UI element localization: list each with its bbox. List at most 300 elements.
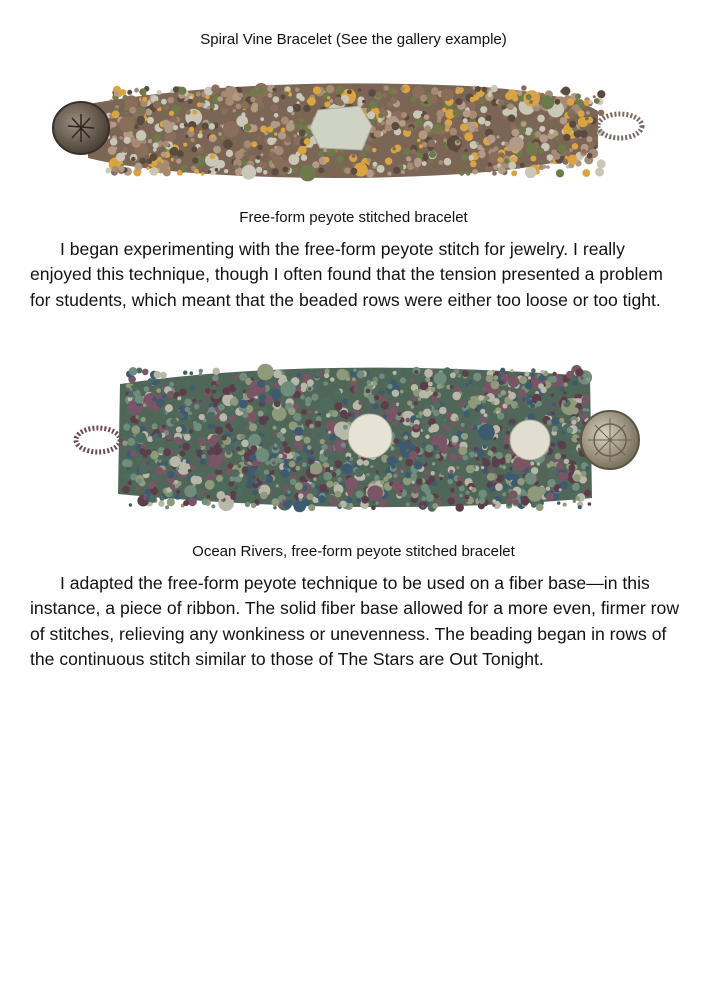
bead: [238, 93, 243, 98]
bead: [479, 125, 482, 128]
bead: [566, 433, 572, 439]
bead: [153, 142, 159, 148]
bead: [414, 370, 418, 374]
bead: [299, 129, 306, 136]
bead: [391, 464, 396, 469]
bead: [452, 392, 461, 401]
bead: [128, 392, 133, 397]
bead: [444, 425, 450, 431]
bead: [191, 465, 196, 470]
bead: [161, 152, 167, 158]
bead: [425, 445, 433, 453]
bead: [271, 168, 279, 176]
bead: [357, 370, 365, 378]
bead: [487, 162, 491, 166]
bead: [308, 410, 312, 414]
bead: [459, 446, 468, 455]
bead: [370, 465, 374, 469]
bead: [475, 86, 481, 92]
bead: [450, 128, 457, 135]
bead: [366, 477, 370, 481]
bead: [461, 154, 468, 161]
bead: [194, 169, 199, 174]
bead: [129, 503, 132, 506]
bead: [144, 489, 150, 495]
bead: [367, 485, 383, 501]
bead: [147, 117, 154, 124]
bead: [498, 166, 506, 174]
bead: [374, 130, 381, 137]
bead: [556, 403, 559, 406]
bead: [594, 98, 600, 104]
bead: [368, 89, 375, 96]
bead: [336, 155, 343, 162]
bead: [383, 93, 387, 97]
bead: [122, 441, 127, 446]
bead: [575, 99, 579, 103]
bead: [271, 470, 275, 474]
bead: [222, 387, 230, 395]
bead: [419, 144, 423, 148]
bead: [218, 132, 221, 135]
bead: [228, 463, 234, 469]
bead: [560, 117, 568, 125]
bead: [295, 435, 301, 441]
bead: [411, 405, 415, 409]
bead: [245, 425, 249, 429]
bead: [241, 165, 256, 180]
bead: [494, 437, 497, 440]
bead: [301, 387, 306, 392]
bead: [124, 473, 131, 480]
bead: [552, 417, 560, 425]
bead: [547, 154, 554, 161]
bead: [154, 406, 160, 412]
bead: [437, 384, 443, 390]
bead: [191, 146, 197, 152]
bead: [435, 454, 440, 459]
bead: [264, 469, 270, 475]
bead: [211, 504, 215, 508]
bead: [355, 468, 364, 477]
bead: [511, 123, 516, 128]
bead: [456, 466, 459, 469]
bead: [381, 401, 389, 409]
bead: [467, 397, 471, 401]
bead: [304, 437, 311, 444]
bead: [427, 140, 435, 148]
bead: [473, 373, 481, 381]
bead: [347, 497, 353, 503]
bead: [315, 411, 318, 414]
bead: [457, 476, 462, 481]
bead: [504, 142, 508, 146]
bead: [502, 484, 508, 490]
bead: [393, 474, 398, 479]
bead: [130, 451, 136, 457]
bead: [240, 474, 244, 478]
bead: [537, 115, 545, 123]
bead: [338, 100, 344, 106]
bead: [190, 371, 194, 375]
bead: [567, 427, 573, 433]
bead: [119, 116, 135, 132]
bead: [199, 373, 202, 376]
bead: [149, 170, 152, 173]
bead: [263, 170, 267, 174]
bead: [334, 460, 342, 468]
bead: [325, 369, 330, 374]
bead: [257, 364, 274, 381]
bead: [492, 419, 496, 423]
paragraph-1-text: I began experimenting with the free-form peyote stitch for jewelry. I really enjoyed this technique, though I often found that the tension presented a problem for students, which meant that the beaded rows were either too loose or too tight.: [30, 239, 663, 310]
bead: [574, 394, 579, 399]
bead: [123, 148, 128, 153]
bead: [429, 418, 436, 425]
bead: [283, 167, 289, 173]
bead: [336, 86, 344, 94]
bead: [327, 445, 334, 452]
bead: [474, 447, 478, 451]
bead: [184, 380, 190, 386]
bead: [129, 388, 132, 391]
bead: [452, 493, 458, 499]
bead: [470, 424, 474, 428]
bead: [386, 473, 392, 479]
bead: [401, 461, 404, 464]
bead: [417, 139, 421, 143]
bead: [241, 440, 249, 448]
bead: [212, 385, 217, 390]
bead: [319, 371, 323, 375]
bead: [403, 148, 410, 155]
bead: [251, 377, 254, 380]
bead: [546, 165, 549, 168]
bead: [260, 117, 264, 121]
bead: [419, 111, 422, 114]
bead: [430, 387, 435, 392]
bead: [290, 479, 296, 485]
bead: [257, 145, 262, 150]
bead: [213, 402, 217, 406]
bead: [409, 451, 418, 460]
bead: [399, 120, 406, 127]
bead: [495, 483, 503, 491]
bead: [556, 169, 564, 177]
bead: [126, 383, 131, 388]
bead: [406, 449, 409, 452]
bead: [170, 484, 175, 489]
bead: [397, 491, 402, 496]
bead: [392, 390, 399, 397]
bead: [421, 484, 429, 492]
bead: [144, 386, 150, 392]
bead: [553, 152, 561, 160]
bead: [259, 393, 266, 400]
bead: [580, 376, 583, 379]
bead: [136, 130, 146, 140]
bead: [459, 171, 464, 176]
bead: [493, 146, 498, 151]
bead: [176, 426, 182, 432]
bead: [167, 498, 175, 506]
bead: [326, 481, 333, 488]
bead: [274, 132, 277, 135]
bead: [273, 382, 279, 388]
bead: [162, 120, 171, 129]
bead: [387, 384, 392, 389]
bead: [330, 467, 333, 470]
bead: [313, 477, 317, 481]
bead: [480, 409, 485, 414]
bead: [344, 167, 351, 174]
bead: [400, 501, 403, 504]
bead: [421, 496, 426, 501]
bead: [367, 380, 372, 385]
bead: [519, 376, 527, 384]
bead: [493, 165, 498, 170]
bead: [521, 121, 527, 127]
bead: [298, 146, 307, 155]
bead: [249, 454, 256, 461]
bead: [300, 395, 304, 399]
bead: [531, 368, 536, 373]
bead: [296, 93, 302, 99]
bead: [327, 493, 331, 497]
bead: [573, 474, 581, 482]
bead: [236, 104, 242, 110]
bead: [455, 417, 459, 421]
bead: [525, 167, 537, 179]
bead: [151, 473, 159, 481]
bead: [509, 137, 524, 152]
bead: [546, 487, 550, 491]
bead: [260, 126, 267, 133]
bead: [510, 369, 514, 373]
bead: [293, 104, 301, 112]
bead: [400, 87, 404, 91]
bead: [465, 383, 469, 387]
bead: [597, 159, 606, 168]
bead: [230, 491, 236, 497]
bead: [256, 167, 262, 173]
bead: [575, 93, 581, 99]
bead: [223, 121, 239, 137]
bead: [322, 444, 328, 450]
bead: [547, 420, 552, 425]
bead: [105, 168, 110, 173]
bead: [439, 407, 447, 415]
bead: [257, 136, 261, 140]
bead: [170, 418, 177, 425]
bead: [119, 136, 123, 140]
bead: [482, 87, 487, 92]
bead: [554, 99, 560, 105]
bead: [551, 377, 557, 383]
bead: [165, 404, 173, 412]
bead: [443, 138, 447, 142]
bead: [561, 156, 564, 159]
bead: [432, 396, 438, 402]
bead: [252, 490, 258, 496]
bead: [461, 423, 465, 427]
bead: [504, 147, 507, 150]
bead: [366, 389, 370, 393]
bead: [511, 422, 514, 425]
bead: [487, 135, 496, 144]
bead: [341, 443, 346, 448]
bead: [459, 494, 463, 498]
bead: [229, 477, 234, 482]
bead: [218, 404, 225, 411]
bead: [530, 156, 536, 162]
bead: [546, 492, 555, 501]
bead: [134, 163, 142, 171]
bead: [551, 442, 556, 447]
bead: [190, 385, 195, 390]
bead: [188, 469, 192, 473]
bead: [374, 475, 380, 481]
bead: [274, 113, 279, 118]
bead: [416, 415, 419, 418]
bead: [458, 414, 463, 419]
bead: [345, 477, 358, 490]
bead: [271, 498, 279, 506]
bead: [200, 459, 206, 465]
bead: [178, 87, 186, 95]
bead: [433, 392, 438, 397]
bead: [535, 103, 539, 107]
bead: [157, 433, 162, 438]
bead: [530, 404, 535, 409]
bead: [375, 501, 379, 505]
bead: [382, 391, 385, 394]
bead: [287, 106, 294, 113]
bead: [334, 402, 342, 410]
bead: [588, 502, 592, 506]
bead: [379, 374, 385, 380]
bead: [528, 376, 531, 379]
bead: [464, 132, 473, 141]
bead: [536, 401, 542, 407]
bead: [389, 407, 397, 415]
bead: [294, 134, 297, 137]
bead: [488, 93, 492, 97]
bead: [481, 466, 484, 469]
bead: [508, 409, 514, 415]
bead: [433, 124, 441, 132]
bead: [559, 418, 564, 423]
bead: [291, 451, 295, 455]
bead: [311, 394, 318, 401]
bead: [230, 398, 238, 406]
bead: [279, 454, 283, 458]
bead: [366, 473, 370, 477]
paragraph-2-text: I adapted the free-form peyote technique to be used on a fiber base—in this instance, a piece of ribbon. The solid fiber base allowed for a more even, firmer row of stitches, relieving any wonkiness or unevenness. The beading began in rows of the continuous stitch similar to those of The Stars are Out Tonight.: [30, 573, 680, 670]
bead: [320, 397, 334, 411]
bead: [537, 462, 540, 465]
bead: [135, 395, 144, 404]
bead: [309, 424, 314, 429]
bead: [170, 456, 181, 467]
bead: [563, 391, 566, 394]
bead: [255, 396, 258, 399]
bead: [508, 392, 516, 400]
bead: [416, 478, 423, 485]
bead: [174, 437, 182, 445]
bead: [501, 373, 510, 382]
bead: [148, 139, 152, 143]
bead: [392, 147, 396, 151]
bead: [161, 406, 164, 409]
bead: [383, 85, 389, 91]
ocean-rivers-bracelet-photo: [70, 348, 650, 526]
bead: [530, 461, 534, 465]
bead: [572, 380, 578, 386]
bead: [356, 499, 361, 504]
bead: [220, 135, 225, 140]
bead: [222, 435, 227, 440]
bead: [419, 415, 422, 418]
bead: [282, 441, 287, 446]
bead: [555, 136, 560, 141]
bead: [141, 417, 146, 422]
bead: [429, 159, 433, 163]
bead: [192, 110, 197, 115]
bead: [348, 412, 353, 417]
bead: [552, 402, 556, 406]
bead: [424, 470, 430, 476]
bead: [512, 405, 516, 409]
bead: [581, 149, 586, 154]
bead: [139, 464, 149, 474]
bead: [340, 410, 348, 418]
bead: [517, 478, 524, 485]
bead: [161, 160, 164, 163]
bead: [153, 148, 157, 152]
bead: [329, 99, 333, 103]
bead: [448, 479, 453, 484]
bead: [136, 487, 140, 491]
bead: [318, 167, 324, 173]
bead: [595, 168, 604, 177]
bead: [557, 501, 560, 504]
bead: [146, 462, 149, 465]
bead: [396, 456, 399, 459]
bead: [327, 439, 330, 442]
bead: [507, 502, 511, 506]
bead: [177, 150, 184, 157]
bead: [456, 140, 460, 144]
bead: [472, 169, 478, 175]
bead: [551, 393, 555, 397]
bead: [215, 426, 223, 434]
bead: [167, 97, 174, 104]
bead: [251, 105, 258, 112]
bead: [122, 486, 130, 494]
bead: [223, 139, 233, 149]
bead: [205, 480, 215, 490]
bead: [307, 493, 314, 500]
bead: [379, 499, 387, 507]
bead: [326, 85, 334, 93]
bead: [450, 385, 454, 389]
bead: [233, 109, 237, 113]
bead: [189, 127, 194, 132]
bead: [244, 141, 251, 148]
bead: [555, 453, 561, 459]
bead: [343, 425, 348, 430]
